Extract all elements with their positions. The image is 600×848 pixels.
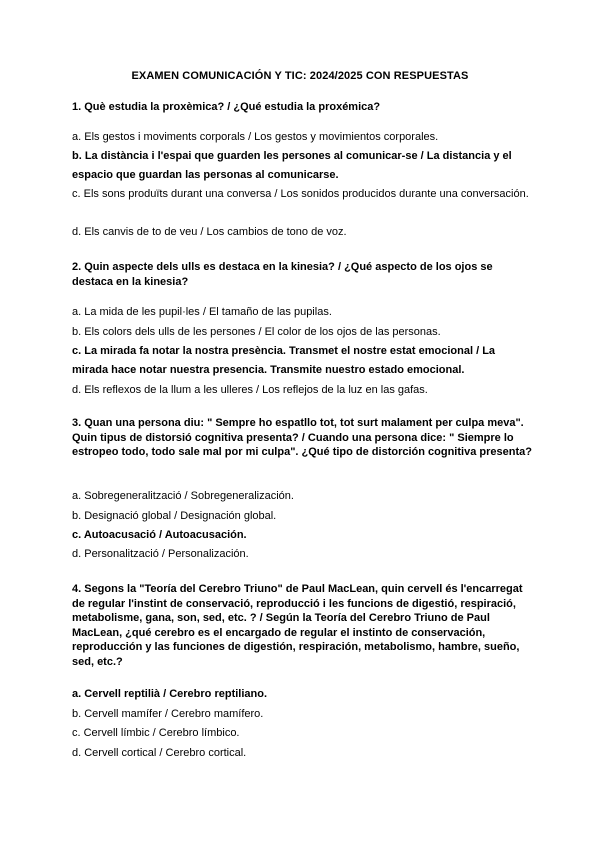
q3-option-b: b. Designació global / Designación global. xyxy=(72,510,277,522)
q1-option-a: a. Els gestos i moviments corporals / Los gestos y movimientos corporales. xyxy=(72,131,439,143)
question-3: 3. Quan una persona diu: " Sempre ho espatllo tot, tot surt malament per culpa meva". Quin tipus de distorsió cognitiva presenta? / Cuando una persona dice: " Siempre lo estropeo todo, todo sale mal por mi culpa". ¿Qué tipo de distorción cognitiva presenta? xyxy=(72,417,532,458)
q3-option-d: d. Personalització / Personalización. xyxy=(72,548,249,560)
q4-option-d: d. Cervell cortical / Cerebro cortical. xyxy=(72,747,247,759)
question-2: 2. Quin aspecte dels ulls es destaca en la kinesia? / ¿Qué aspecto de los ojos se destaca en la kinesia? xyxy=(72,261,493,288)
q3-option-c-correct: c. Autoacusació / Autoacusación. xyxy=(72,529,247,541)
q2-option-d: d. Els reflexos de la llum a les ulleres / Los reflejos de la luz en las gafas. xyxy=(72,384,428,396)
question-1: 1. Què estudia la proxèmica? / ¿Qué estudia la proxémica? xyxy=(72,101,381,113)
question-4: 4. Segons la "Teoría del Cerebro Triuno" de Paul MacLean, quin cervell és l'encarregat de regular l'instint de conservació, reproducció i les funcions de digestió, respiració, metabolisme, gana, son, sed, etc. ? / Según la Teoría del Cerebro Triuno de Paul MacLean, ¿qué cerebro es el encargado de regular el instinto de conservación, reproducción y las funciones de digestión, respiración, metabolismo, hambre, sueño, sed, etc.? xyxy=(72,583,523,668)
document-title: EXAMEN COMUNICACIÓN Y TIC: 2024/2025 CON RESPUESTAS xyxy=(131,70,469,82)
q3-option-a: a. Sobregeneralització / Sobregeneralización. xyxy=(72,490,294,502)
q1-option-b-correct: b. La distància i l'espai que guarden les persones al comunicar-se / La distancia y el espacio que guardan las personas al comunicarse. xyxy=(72,150,512,181)
q2-option-b: b. Els colors dels ulls de les persones / El color de los ojos de las personas. xyxy=(72,326,441,338)
q2-option-c-correct: c. La mirada fa notar la nostra presència. Transmet el nostre estat emocional / La mirada hace notar nuestra presencia. Transmite nuestro estado emocional. xyxy=(72,345,496,376)
q1-option-d: d. Els canvis de to de veu / Los cambios de tono de voz. xyxy=(72,226,347,238)
q4-option-b: b. Cervell mamífer / Cerebro mamífero. xyxy=(72,708,264,720)
q4-option-c: c. Cervell límbic / Cerebro límbico. xyxy=(72,727,240,739)
q4-option-a-correct: a. Cervell reptilià / Cerebro reptiliano. xyxy=(72,688,268,700)
q2-option-a: a. La mida de les pupil·les / El tamaño de las pupilas. xyxy=(72,306,332,318)
q1-option-c: c. Els sons produïts durant una conversa / Los sonidos producidos durante una conversación. xyxy=(72,188,529,200)
